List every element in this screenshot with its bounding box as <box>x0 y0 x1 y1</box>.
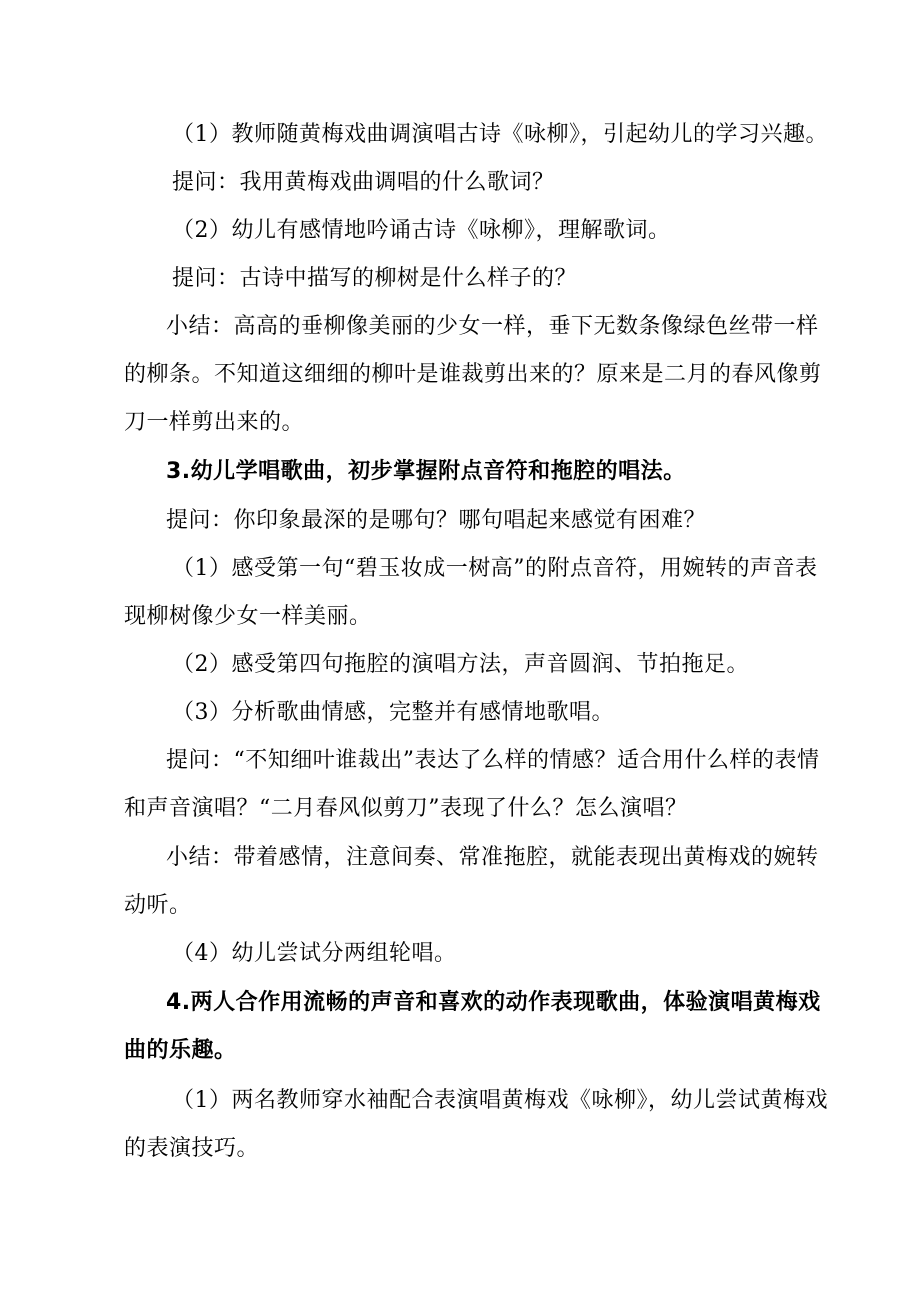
paragraph-1-line-1: （1）教师随黄梅戏曲调演唱古诗《咏柳》，引起幼儿的学习兴趣。 <box>172 122 828 147</box>
section-heading-3: 3.幼儿学唱歌曲，初步掌握附点音符和拖腔的唱法。 <box>166 459 686 484</box>
paragraph-12-line-2: 动听。 <box>124 893 192 918</box>
paragraph-5-line-2: 的柳条。不知道这细细的柳叶是谁裁剪出来的？原来是二月的春风像剪 <box>124 362 822 387</box>
paragraph-5-line-1: 小结：高高的垂柳像美丽的少女一样，垂下无数条像绿色丝带一样 <box>166 314 819 339</box>
paragraph-11-line-1: 提问：“不知细叶谁裁出”表达了么样的情感？适合用什么样的表情 <box>166 748 820 773</box>
paragraph-3-line-1: （2）幼儿有感情地吟诵古诗《咏柳》，理解歌词。 <box>172 218 671 243</box>
paragraph-5-line-3: 刀一样剪出来的。 <box>124 410 305 435</box>
paragraph-2-line-1: 提问：我用黄梅戏曲调唱的什么歌词？ <box>172 170 555 195</box>
section-heading-4-line-1: 4.两人合作用流畅的声音和喜欢的动作表现歌曲，体验演唱黄梅戏 <box>166 990 821 1015</box>
paragraph-15-line-2: 的表演技巧。 <box>124 1136 260 1161</box>
paragraph-12-line-1: 小结：带着感情，注意间奏、常准拖腔，就能表现出黄梅戏的婉转 <box>166 845 819 870</box>
paragraph-13-line-1: （4）幼儿尝试分两组轮唱。 <box>172 941 457 966</box>
paragraph-11-line-2: 和声音演唱？“二月春风似剪刀”表现了什么？怎么演唱？ <box>124 796 688 821</box>
paragraph-4-line-1: 提问：古诗中描写的柳树是什么样子的？ <box>172 266 578 291</box>
paragraph-7-line-1: 提问：你印象最深的是哪句？哪句唱起来感觉有困难？ <box>166 508 707 533</box>
paragraph-8-line-2: 现柳树像少女一样美丽。 <box>124 604 372 629</box>
section-heading-4-line-2: 曲的乐趣。 <box>124 1038 237 1063</box>
paragraph-9-line-1: （2）感受第四句拖腔的演唱方法，声音圆润、节拍拖足。 <box>172 652 749 677</box>
paragraph-8-line-1: （1）感受第一句“碧玉妆成一树高”的附点音符，用婉转的声音表 <box>172 556 818 581</box>
paragraph-15-line-1: （1）两名教师穿水袖配合表演唱黄梅戏《咏柳》，幼儿尝试黄梅戏 <box>172 1088 828 1113</box>
paragraph-10-line-1: （3）分析歌曲情感，完整并有感情地歌唱。 <box>172 700 614 725</box>
